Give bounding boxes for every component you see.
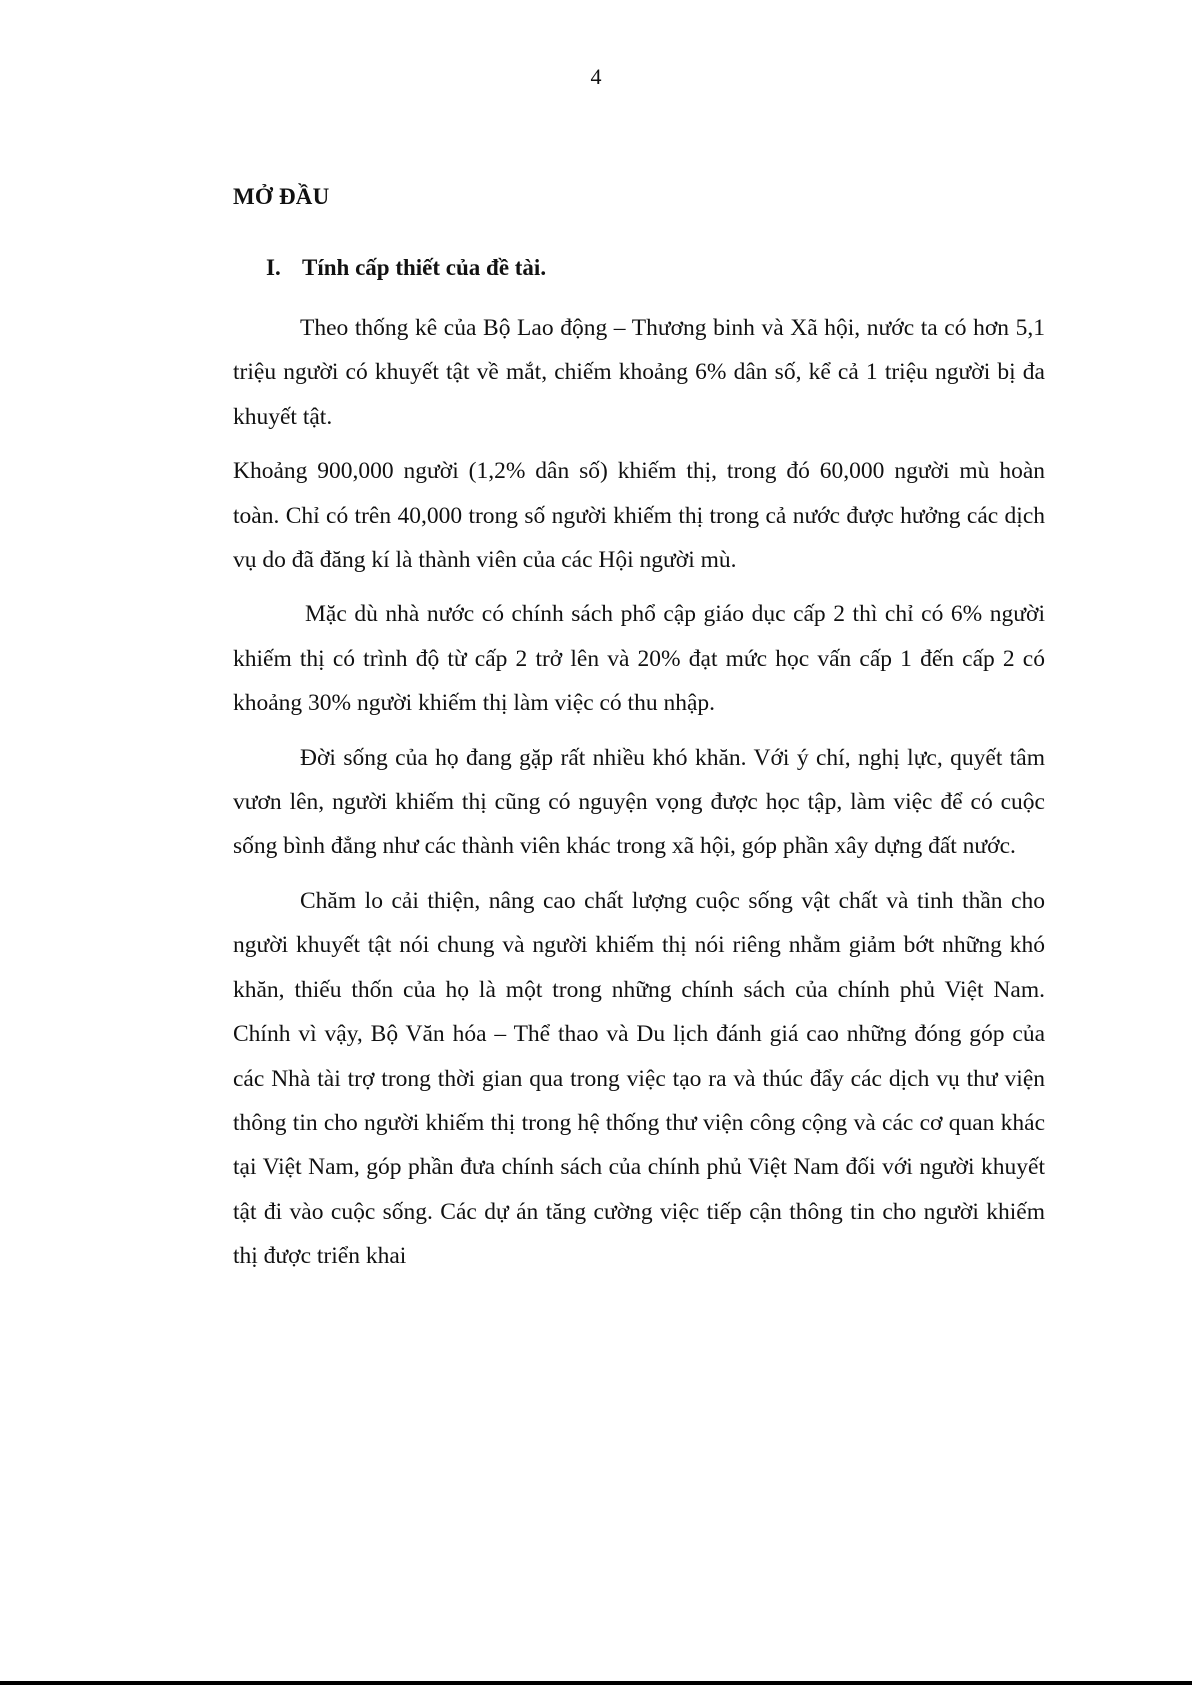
page-bottom-edge xyxy=(0,1681,1192,1685)
section-title: Tính cấp thiết của đề tài. xyxy=(302,255,547,280)
paragraph: Đời sống của họ đang gặp rất nhiều khó khăn. Với ý chí, nghị lực, quyết tâm vươn lên, người khiếm thị cũng có nguyện vọng được học tập, làm việc để có cuộc sống bình đẳng như các thành viên khác trong xã hội, góp phần xây dựng đất nước. xyxy=(233,744,1045,860)
section-heading xyxy=(266,252,546,284)
page-number: 4 xyxy=(590,64,602,89)
body-text xyxy=(233,306,1045,1279)
paragraph: Chăm lo cải thiện, nâng cao chất lượng cuộc sống vật chất và tinh thần cho người khuyết tật nói chung và người khiếm thị nói riêng nhằm giảm bớt những khó khăn, thiếu thốn của họ là một trong những chính sách của chính phủ Việt Nam. Chính vì vậy, Bộ Văn hóa – Thể thao và Du lịch đánh giá cao những đóng góp của các Nhà tài trợ trong thời gian qua trong việc tạo ra và thúc đẩy các dịch vụ thư viện thông tin cho người khiếm thị trong hệ thống thư viện công cộng và các cơ quan khác tại Việt Nam, góp phần đưa chính sách của chính phủ Việt Nam đối với người khuyết tật đi vào cuộc sống. Các dự án tăng cường việc tiếp cận thông tin cho người khiếm thị được triển khai xyxy=(233,887,1045,1270)
section-number: I. xyxy=(266,255,281,280)
paragraph: Theo thống kê của Bộ Lao động – Thương binh và Xã hội, nước ta có hơn 5,1 triệu người có khuyết tật về mắt, chiếm khoảng 6% dân số, kể cả 1 triệu người bị đa khuyết tật. xyxy=(233,315,1045,430)
paragraph: Mặc dù nhà nước có chính sách phổ cập giáo dục cấp 2 thì chỉ có 6% người khiếm thị có trình độ từ cấp 2 trở lên và 20% đạt mức học vấn cấp 1 đến cấp 2 có khoảng 30% người khiếm thị làm việc có thu nhập. xyxy=(233,601,1045,717)
paragraph: Khoảng 900,000 người (1,2% dân số) khiếm thị, trong đó 60,000 người mù hoàn toàn. Chỉ có trên 40,000 trong số người khiếm thị trong cả nước được hưởng các dịch vụ do đã đăng kí là thành viên của các Hội người mù. xyxy=(233,458,1045,574)
chapter-heading: MỞ ĐẦU xyxy=(233,184,330,209)
